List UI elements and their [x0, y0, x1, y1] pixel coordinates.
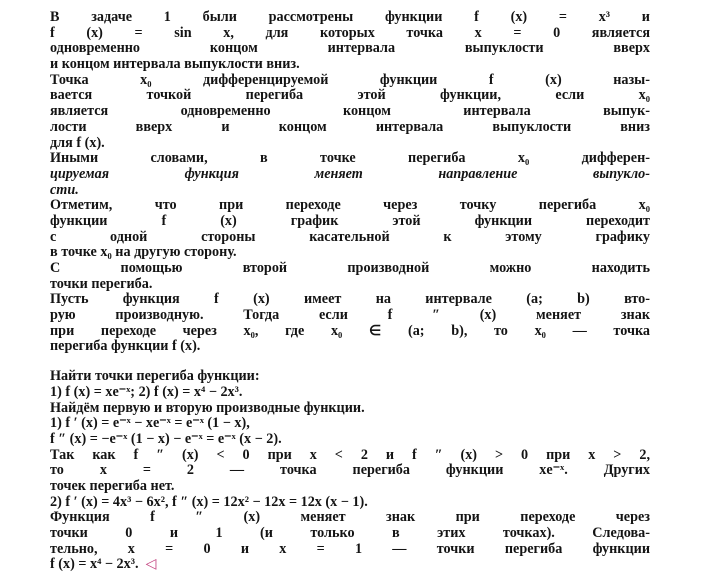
text-line: и концом интервала выпуклости вниз. — [50, 57, 650, 73]
paragraph-second-derivative — [50, 261, 650, 292]
text-line: Иными словами, в точке перегиба x₀ дифферен- — [50, 151, 650, 167]
text-line: с одной стороны касательной к этому графику — [50, 230, 650, 246]
solution-line: f ″ (x) = −e⁻ˣ (1 − x) − e⁻ˣ = e⁻ˣ (x − 2). — [50, 432, 650, 448]
paragraph-tangent — [50, 198, 650, 261]
solution-last-line — [50, 557, 650, 573]
solution-line: точки 0 и 1 (и только в этих точках). Следова- — [50, 526, 650, 542]
text-line: С помощью второй производной можно находить — [50, 261, 650, 277]
text-line: точки перегиба. — [50, 277, 650, 293]
text-line: рую производную. Тогда если f ″ (x) меняет знак — [50, 308, 650, 324]
text-line: лости вверх и концом интервала выпуклости вниз — [50, 120, 650, 136]
text-line: одновременно концом интервала выпуклости вверх — [50, 41, 650, 57]
solution-line: то x = 2 — точка перегиба функции xe⁻ˣ. Других — [50, 463, 650, 479]
solution-line: f (x) = x⁴ − 2x³. — [50, 557, 139, 572]
solution-block — [50, 401, 650, 573]
text-line: Пусть функция f (x) имеет на интервале (a; b) вто- — [50, 292, 650, 308]
text-line: цируемая функция меняет направление выпукло- — [50, 167, 650, 183]
solution-line: 2) f ′ (x) = 4x³ − 6x², f ″ (x) = 12x² − 12x = 12x (x − 1). — [50, 495, 650, 511]
paragraph-definition — [50, 73, 650, 151]
text-line: при переходе через x₀, где x₀ ∈ (a; b), то x₀ — точка — [50, 324, 650, 340]
text-line: в точке x₀ на другую сторону. — [50, 245, 650, 261]
text-line: вается точкой перегиба этой функции, если x₀ — [50, 88, 650, 104]
paragraph-intro — [50, 10, 650, 73]
text-line: В задаче 1 были рассмотрены функции f (x) = x³ и — [50, 10, 650, 26]
text-line: Отметим, что при переходе через точку перегиба x₀ — [50, 198, 650, 214]
text-line: перегиба функции f (x). — [50, 339, 650, 355]
problem-statement — [50, 369, 650, 400]
paragraph-restatement — [50, 151, 650, 198]
solution-line: Найдём первую и вторую производные функции. — [50, 401, 650, 417]
solution-line: точек перегиба нет. — [50, 479, 650, 495]
text-line: сти. — [50, 183, 650, 199]
text-line: является одновременно концом интервала выпук- — [50, 104, 650, 120]
section-gap — [50, 355, 650, 369]
text-line: Точка x₀ дифференцируемой функции f (x) назы- — [50, 73, 650, 89]
text-line: функции f (x) график этой функции переходит — [50, 214, 650, 230]
end-of-solution-icon: ◁ — [146, 557, 157, 572]
text-line: f (x) = sin x, для которых точка x = 0 является — [50, 26, 650, 42]
problem-title: Найти точки перегиба функции: — [50, 369, 650, 385]
solution-line: Функция f ″ (x) меняет знак при переходе через — [50, 510, 650, 526]
solution-line: Так как f ″ (x) < 0 при x < 2 и f ″ (x) > 0 при x > 2, — [50, 448, 650, 464]
problem-items: 1) f (x) = xe⁻ˣ; 2) f (x) = x⁴ − 2x³. — [50, 385, 650, 401]
solution-line: тельно, x = 0 и x = 1 — точки перегиба функции — [50, 542, 650, 558]
text-line: для f (x). — [50, 136, 650, 152]
paragraph-criterion — [50, 292, 650, 355]
solution-line: 1) f ′ (x) = e⁻ˣ − xe⁻ˣ = e⁻ˣ (1 − x), — [50, 416, 650, 432]
textbook-page — [50, 10, 650, 535]
